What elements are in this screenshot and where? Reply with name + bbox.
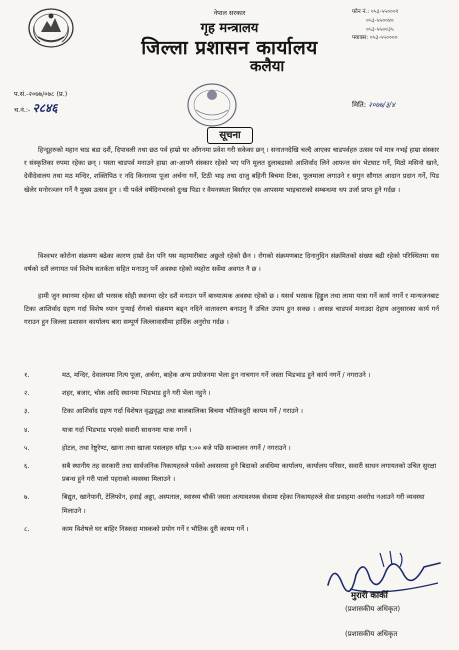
- signer-name: मुरारी कार्की: [351, 591, 388, 601]
- list-item: ६. सबै स्थानीय तह सरकारी तथा सार्वजनिक निकायहरुले पर्वको अवसरमा हुने बिदाको अवधिमा कार्यालय, कार्यालय परिसर, सवारी साधन लगायतको उचित सुरक्षा प्रबन्ध हुने गरी पालो पहराको व्यवस्था मिलाउने ।: [24, 462, 437, 484]
- list-item: ३. टिका आशिर्वाद ग्रहण गर्दा विशेषत वृद्धवृद्धा तथा बालबालिका बिचमा भौतिकदुरी कायम गर्ने / गराउने ।: [24, 407, 304, 416]
- paragraph: विश्वभर कोरोना संक्रमण बढेका कारण हाम्रो देश पनि यस महामारीबाट अछुतो रहेको छैन । रोगको संक्रमणबाट दिनानुदिन संक्रमितको संख्या बढी रहेको परिस्थितमा यस वर्षको दशैं लगायत पर्व विशेष सतर्कता सहित मनाउनु पर्ने अवस्था रहेको व्यहोरा सर्वेमा अवगत नै छ ।: [24, 252, 439, 274]
- office-name: जिल्ला प्रशासन कार्यालय: [141, 37, 318, 59]
- fax-value: ०५३-५५००००: [369, 35, 398, 42]
- district-name: कलैया: [250, 57, 285, 75]
- list-item: ५. होटल, तथा रेष्टुरेण्ट, खाना तथा खाजा पसलहरु साँझ ९:०० बजे पछि सञ्चालन नगर्ने / नगराउने ।: [24, 443, 291, 452]
- chalani-value: २८४६: [32, 101, 58, 115]
- paragraph: हामी जुन स्थानमा रहेका छौ भरसक सोही स्थानमा रहेर दशैं मनाउन पर्ने बाध्यात्मक अवस्था रहेको छ । यसर्थ भरसक हिड्डुल तथा लामा यात्रा गर्ने कार्य नगर्ने र मान्यजनबाट टिका आशिर्वाद ग्रहण गर्दा विशेष ध्यान पुऱ्याई रोगको संक्रमण बढ्न नदिने वातावरण बनाउनु नै उचित उपाय हुन सक्छ । आसन्न चाडपर्व मनाउदा देहाय अनुसारका कार्य गर्न गराउन हुन जिल्ला प्रशासन कार्यालय बारा सम्पूर्ण जिल्लावासीमा हार्दिक अनुरोध गर्दछ ।: [24, 292, 439, 327]
- paragraph: हिन्दूहरुको महान चाड बडा दशैं, दिपावली तथा छठ पर्व हाम्रो घर आँगनमा प्रवेश गरी सकेका छन् । सनातनदेखि चल्दै आएका चाडपर्वहरु उत्सव पर्व मात्र नभई हाम्रा संस्कार र संस्कृतिका रुपमा रहेका छन् । यस्ता चाडपर्व मनाउने हाम्रा आ-आफ्नै संस्कार रहेको भए पनि मूलत दुलाबडाको आशिर्वाद लिने आफन्त संग भेटघाट गर्ने, मिठो मसिनो खाने, देवीदेवालय तथा मठ मन्दिर, शक्तिपिठ र नदि किनारमा पूजा अर्चना गर्ने, टिठी भाइ तथा दाजु बहिनी बिचमा टिका, फूलमाला लगाउने र सगुन सौगात आदान प्रदान गर्ने, पिड खेलेर मनोरञ्जन गर्ने नै मुख्य उत्सव हुन । यी पर्वले वर्षदिनभरको दुःख पिडा र वैमनस्यता बिर्साएर एक आपसमा भाइचाराको सम्बन्धमा थप उर्जा प्राप्त हुने गर्दछ ।: [24, 146, 439, 194]
- list-item: १. मठ, मन्दिर, देवालयमा नित्य पूजा, अर्चना, बाहेक अन्य प्रयोजनमा भेला हुन नाचगान गर्ने जस्ता भिडभाड हुने कार्य नगर्ने / नगराउने ।: [24, 371, 371, 379]
- list-item: २. शहर, बजार, चोक आदि स्थानमा भिडभाड हुने गरी भेला नहुने ।: [24, 389, 211, 398]
- list-item: ७. बिद्युत, खानेपानी, टेलिफोन, हवाई अड्डा, अस्पताल, स्वास्थ्य चौकी जस्ता अत्यावश्यक सेवामा रहेका निकायहरुले सेवा प्रवाहमा अवरोध नआउने गरी व्यवस्था मिलाउने ।: [24, 493, 425, 515]
- ministry-name: गृह मन्त्रालय: [200, 21, 259, 36]
- government-name: नेपाल सरकार: [213, 9, 246, 17]
- phone-value: ०५३-५५०००१: [370, 9, 399, 15]
- notice-title: सूचना: [207, 127, 253, 144]
- instruction-list: [24, 369, 439, 541]
- contact-block: [352, 8, 399, 43]
- date-label: मिति:: [352, 101, 367, 109]
- date-value: २०७७/३/४: [368, 101, 395, 109]
- phone-value: ०५३-५५००३५: [366, 26, 394, 33]
- signer-designation-stamp: (प्रशासकीय अधिकृत: [345, 630, 398, 638]
- patra-sankhya: प.सं.-२०७७/०७८ (प्र.): [14, 90, 68, 98]
- signer-designation: (प्रशासकीय अधिकृत): [345, 605, 401, 613]
- list-item: ८. काम विशेषले घर बाहिर निस्कदा मास्कको प्रयोग गर्ने र भौतिक दुरी कायम गर्ने ।: [24, 524, 249, 533]
- chalani-label: च.नं.:-: [14, 106, 31, 114]
- list-item: ४. यात्रा गर्दा भिडभाड भएको सवारी साधनमा यात्रा नगर्ने ।: [24, 425, 192, 434]
- phone-label: फोन नं.:: [352, 9, 370, 15]
- chalani-number: [14, 99, 57, 116]
- phone-value: ०५३-५५००४०: [366, 17, 394, 24]
- office-stamp: [184, 80, 240, 130]
- fax-label: फ्याक्स:: [352, 35, 369, 42]
- date-line: [352, 101, 395, 110]
